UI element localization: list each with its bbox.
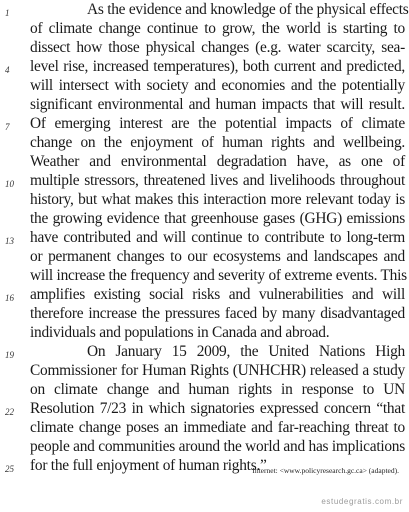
- text-line: dissect how those physical changes (e.g. water scarcity, sea-: [30, 39, 405, 56]
- text-line: history, but what makes this interaction more relevant today is: [30, 191, 405, 208]
- text-line: Commissioner for Human Rights (UNHCHR) released a study: [30, 362, 405, 379]
- text-line: Of emerging interest are the potential impacts of climate: [30, 115, 405, 132]
- line-number: 16: [5, 293, 14, 303]
- text-line: significant environmental and human impacts that will result.: [30, 96, 405, 113]
- text-line: amplifies existing social risks and vulnerabilities and will: [30, 286, 405, 303]
- text-line: Weather and environmental degradation have, as one of: [30, 153, 405, 170]
- text-line: On January 15 2009, the United Nations High: [87, 343, 405, 360]
- line-number: 10: [5, 179, 14, 189]
- text-line: for the full enjoyment of human rights.”: [30, 457, 267, 474]
- text-line: Resolution 7/23 in which signatories expressed concern “that: [30, 400, 405, 417]
- text-line: therefore increase the pressures faced by many disadvantaged: [30, 305, 405, 322]
- text-line: will increase the frequency and severity of extreme events. This: [30, 267, 407, 284]
- source-citation: Internet: <www.policyresearch.gc.ca> (adapted).: [252, 466, 399, 475]
- text-line: or permanent changes to our ecosystems and landscapes and: [30, 248, 405, 265]
- line-number: 19: [5, 350, 14, 360]
- text-line: on climate change and human rights in response to UN: [30, 381, 405, 398]
- text-line: individuals and populations in Canada and abroad.: [30, 324, 330, 341]
- line-number: 7: [5, 122, 10, 132]
- text-line: of climate change continue to grow, the world is starting to: [30, 20, 405, 37]
- text-line: people and communities around the world and has implications: [30, 438, 405, 455]
- text-line: will intersect with society and economies and the potentially: [30, 77, 405, 94]
- watermark: estudegratis.com.br: [321, 497, 403, 506]
- text-line: level rise, increased temperatures), both current and predicted,: [30, 58, 405, 75]
- line-number: 22: [5, 407, 14, 417]
- text-line: the growing evidence that greenhouse gases (GHG) emissions: [30, 210, 405, 227]
- text-line: climate change poses an immediate and far-reaching threat to: [30, 419, 405, 436]
- line-number: 25: [5, 464, 14, 474]
- line-number: 4: [5, 65, 10, 75]
- text-line: multiple stressors, threatened lives and livelihoods throughout: [30, 172, 405, 189]
- text-line: change on the enjoyment of human rights and wellbeing.: [30, 134, 405, 151]
- line-number: 13: [5, 236, 14, 246]
- text-line: have contributed and will continue to contribute to long-term: [30, 229, 405, 246]
- text-line: As the evidence and knowledge of the physical effects: [87, 1, 409, 18]
- line-number: 1: [5, 8, 10, 18]
